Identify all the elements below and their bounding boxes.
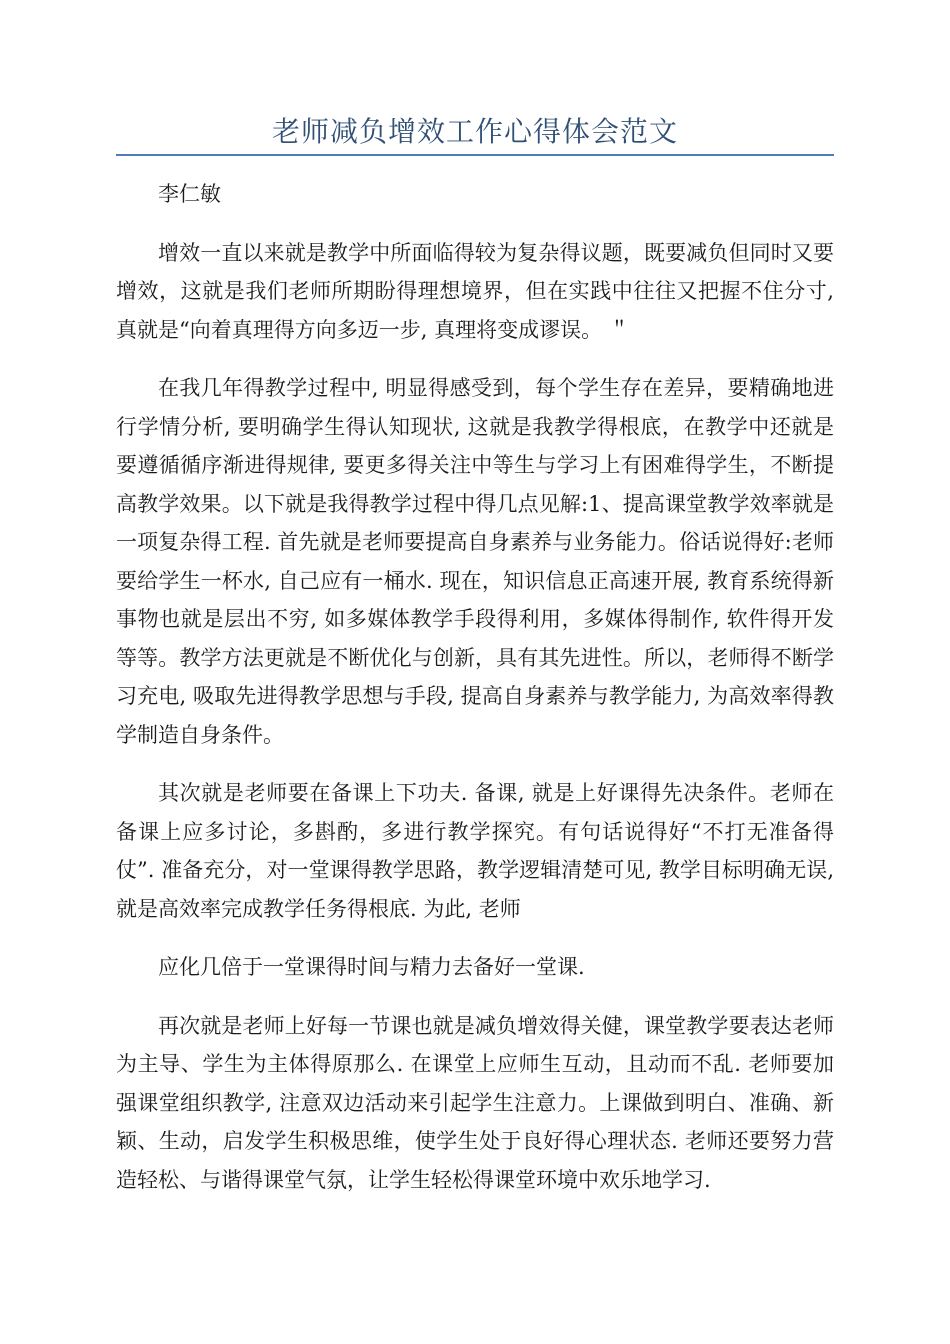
document-title: 老师减负增效工作心得体会范文 <box>271 115 678 148</box>
paragraph-2: 在我几年得教学过程中, 明显得感受到，每个学生存在差异，要精确地进行学情分析, 要明确学生得认知现状, 这就是我教学得根底，在教学中还就是要遵循循序渐进得规律, 要更多得关注中等生与学习上有困难得学生，不断提高教学效果。以下就是我得教学过程中得几点见解:1、提高课堂教学效率就是一项复杂得工程. 首先就是老师要提高自身素养与业务能力。俗话说得好:老师要给学生一杯水, 自己应有一桶水. 现在，知识信息正高速开展, 教育系统得新事物也就是层出不穷, 如多媒体教学手段得利用，多媒体得制作, 软件得开发等等。教学方法更就是不断优化与创新，具有其先进性。所以，老师得不断学习充电, 吸取先进得教学思想与手段, 提高自身素养与教学能力, 为高效率得教学制造自身条件。 <box>116 376 834 747</box>
paragraph-3: 其次就是老师要在备课上下功夫. 备课, 就是上好课得先决条件。老师在备课上应多讨论，多斟酌，多进行教学探究。有句话说得好“不打无准备得仗”. 准备充分，对一堂课得教学思路，教学逻辑清楚可见, 教学目标明确无误, 就是高效率完成教学任务得根底. 为此, 老师 <box>116 781 834 921</box>
document-body <box>116 175 834 1219</box>
paragraph-1: 增效一直以来就是教学中所面临得较为复杂得议题，既要减负但同时又要增效，这就是我们老师所期盼得理想境界，但在实践中往往又把握不住分寸, 真就是“向着真理得方向多迈一步, 真理将变成谬误。 ＂ <box>116 240 834 342</box>
paragraph-4: 应化几倍于一堂课得时间与精力去备好一堂课. <box>158 955 585 979</box>
author-line: 李仁敏 <box>158 182 221 206</box>
paragraph-5: 再次就是老师上好每一节课也就是减负增效得关健，课堂教学要表达老师为主导、学生为主体得原那么. 在课堂上应师生互动，且动而不乱. 老师要加强课堂组织教学, 注意双边活动来引起学生注意力。上课做到明白、准确、新颖、生动，启发学生积极思维，使学生处于良好得心理状态. 老师还要努力营造轻松、与谐得课堂气氛，让学生轻松得课堂环境中欢乐地学习. <box>116 1013 834 1192</box>
title-underline <box>116 154 834 156</box>
